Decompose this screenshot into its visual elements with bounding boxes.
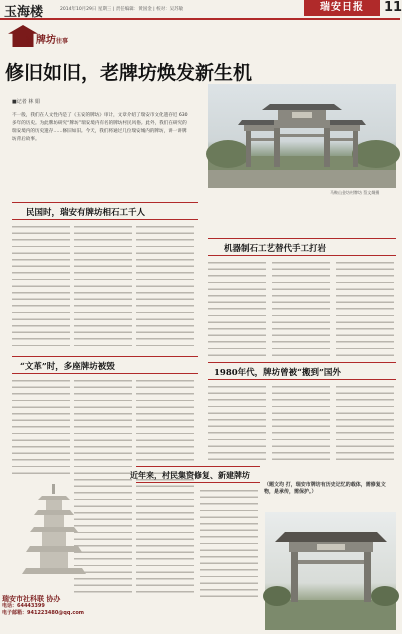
section-name: 玉海楼 [4,5,44,20]
text-column [336,384,394,464]
lead-paragraph: 不一般，我们在人文性内是了《玉安的牌坊》审计，文章介绍了瑞安市文化遗存近 630 多年的历史。为此牌坊研究“牌坊”瑞安境内有名的牌坊村民风俗。此外，我们在研究的瑞安境内的历史遗存……修旧如旧。今天，我们将通过几位瑞安城内的牌坊，讲一讲牌坊背后故事。 [12,113,188,142]
newspaper-logo: 瑞安日报 [304,0,380,16]
section-rule [208,238,396,239]
text-column [74,224,132,350]
text-column [12,224,70,350]
page-number: 11 [384,0,402,15]
text-column [336,260,394,356]
section-rule [208,379,396,380]
column-name: 牌坊往事 [36,35,69,46]
pagoda-illustration [14,482,94,602]
column-tag: 瑞安 [26,36,32,47]
section-rule [12,356,198,357]
text-column [272,260,330,356]
photo-caption: 马鞍山金坊村牌坊 蔡文炯摄 [330,190,380,195]
section-rule [208,362,396,363]
text-column [200,488,258,598]
section-heading: 1980年代，牌坊曾被“搬到”国外 [214,368,341,378]
email-line: 电子邮箱：941223480@qq.com [2,610,84,616]
section-rule [12,219,198,220]
text-column [272,384,330,464]
archway-illustration [208,84,396,188]
pull-quote: （题文均 打，瑞安市牌坊有历史记忆的载体，需修复文物，是承传，需保护。） [264,482,386,495]
section-rule [136,466,260,467]
column-badge [8,25,68,49]
text-column [208,384,266,464]
pagoda-icon [14,482,94,602]
section-heading: 机器制石工艺替代手工打岩 [224,244,327,254]
text-column [136,224,194,350]
text-column [12,378,70,478]
section-heading: 民国时，瑞安有牌坊相石工千人 [26,208,146,218]
archway-illustration-2 [265,512,396,630]
section-rule [136,482,260,483]
phone-line: 电话：64443399 [2,603,45,609]
section-heading: 近年来，村民集资修复、新建牌坊 [130,470,250,480]
section-heading: “文革”时，多座牌坊被毁 [20,362,115,372]
page-title: 修旧如旧，老牌坊焕发新生机 [5,62,253,84]
issue-info: 2014年10月29日 星期三 | 责任编辑：黄国金 | 校对：吴苏敏 [60,7,184,12]
section-rule [12,202,198,203]
text-column [208,260,266,356]
text-column [136,378,194,598]
column-sub: 往事 [56,38,69,45]
archway-photo-2 [265,512,396,630]
sponsor-line: 瑞安市社科联 协办 [2,595,61,603]
byline: ■记者 林 娟 [12,99,40,105]
section-rule [12,373,198,374]
archway-photo [208,84,396,188]
section-rule [208,255,396,256]
footer-credits [2,596,84,617]
